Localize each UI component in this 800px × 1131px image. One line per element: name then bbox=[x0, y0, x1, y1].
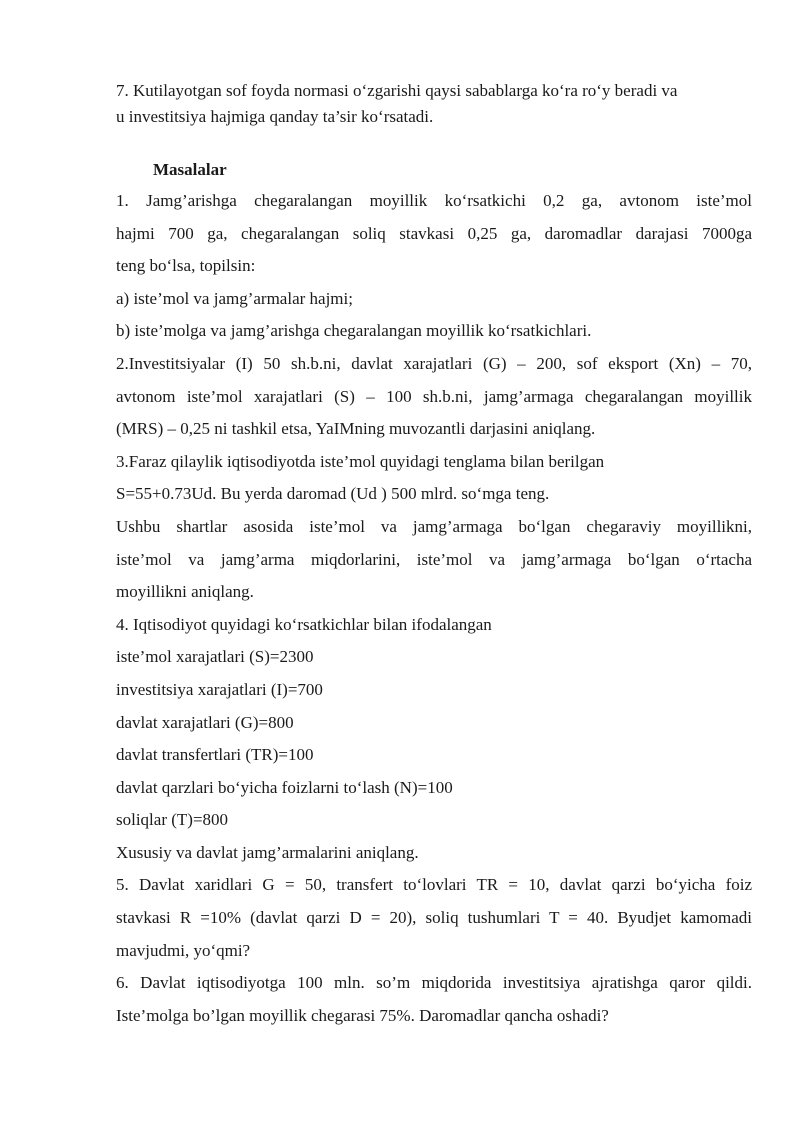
text-line: 2.Investitsiyalar (I) 50 sh.b.ni, davlat xarajatlari (G) – 200, sof eksport (Xn) – 70, bbox=[116, 353, 752, 373]
text-line: iste’mol xarajatlari (S)=2300 bbox=[116, 647, 314, 667]
text-line: stavkasi R =10% (davlat qarzi D = 20), soliq tushumlari T = 40. Byudjet kamomadi bbox=[116, 908, 752, 928]
text-line: (MRS) – 0,25 ni tashkil etsa, YaIMning muvozantli darjasini aniqlang. bbox=[116, 419, 596, 439]
section-heading: Masalalar bbox=[153, 160, 227, 179]
text-line: teng bo‘lsa, topilsin: bbox=[116, 256, 256, 276]
text-line: investitsiya xarajatlari (I)=700 bbox=[116, 679, 323, 699]
text-line: b) iste’molga va jamg’arishga chegaralangan moyillik ko‘rsatkichlari. bbox=[116, 321, 592, 341]
text-line: soliqlar (T)=800 bbox=[116, 810, 229, 830]
text-line: a) iste’mol va jamg’armalar hajmi; bbox=[116, 288, 353, 308]
question-7-line-2: u investitsiya hajmiga qanday ta’sir ko‘rsatadi. bbox=[116, 107, 434, 126]
text-line: S=55+0.73Ud. Bu yerda daromad (Ud ) 500 mlrd. so‘mga teng. bbox=[116, 484, 550, 504]
text-line: iste’mol va jamg’arma miqdorlarini, iste’mol va jamg’armaga bo‘lgan o‘rtacha bbox=[116, 549, 752, 569]
text-line: 5. Davlat xaridlari G = 50, transfert to‘lovlari TR = 10, davlat qarzi bo‘yicha foiz bbox=[116, 875, 752, 895]
text-line: 4. Iqtisodiyot quyidagi ko‘rsatkichlar bilan ifodalangan bbox=[116, 614, 492, 634]
text-line: davlat xarajatlari (G)=800 bbox=[116, 712, 294, 732]
text-line: moyillikni aniqlang. bbox=[116, 582, 254, 602]
text-line: davlat qarzlari bo‘yicha foizlarni to‘lash (N)=100 bbox=[116, 777, 453, 797]
text-line: 6. Davlat iqtisodiyotga 100 mln. so’m miqdorida investitsiya ajratishga qaror qildi. bbox=[116, 973, 752, 993]
text-line: Ushbu shartlar asosida iste’mol va jamg’armaga bo‘lgan chegaraviy moyillikni, bbox=[116, 516, 752, 536]
text-line: mavjudmi, yo‘qmi? bbox=[116, 940, 251, 960]
text-line: Iste’molga bo’lgan moyillik chegarasi 75%. Daromadlar qancha oshadi? bbox=[116, 1005, 609, 1025]
question-7 bbox=[116, 78, 752, 130]
text-line: 1. Jamg’arishga chegaralangan moyillik ko‘rsatkichi 0,2 ga, avtonom iste’mol bbox=[116, 191, 752, 210]
question-7-line-1: 7. Kutilayotgan sof foyda normasi o‘zgarishi qaysi sabablarga ko‘ra ro‘y beradi va bbox=[116, 81, 678, 100]
problems-body bbox=[116, 185, 752, 1032]
text-line: Xususiy va davlat jamg’armalarini aniqlang. bbox=[116, 842, 419, 862]
text-line: 3.Faraz qilaylik iqtisodiyotda iste’mol quyidagi tenglama bilan berilgan bbox=[116, 451, 605, 471]
text-line: davlat transfertlari (TR)=100 bbox=[116, 745, 314, 765]
text-line: hajmi 700 ga, chegaralangan soliq stavkasi 0,25 ga, daromadlar darajasi 7000ga bbox=[116, 223, 752, 243]
text-line: avtonom iste’mol xarajatlari (S) – 100 sh.b.ni, jamg’armaga chegaralangan moyillik bbox=[116, 386, 752, 406]
